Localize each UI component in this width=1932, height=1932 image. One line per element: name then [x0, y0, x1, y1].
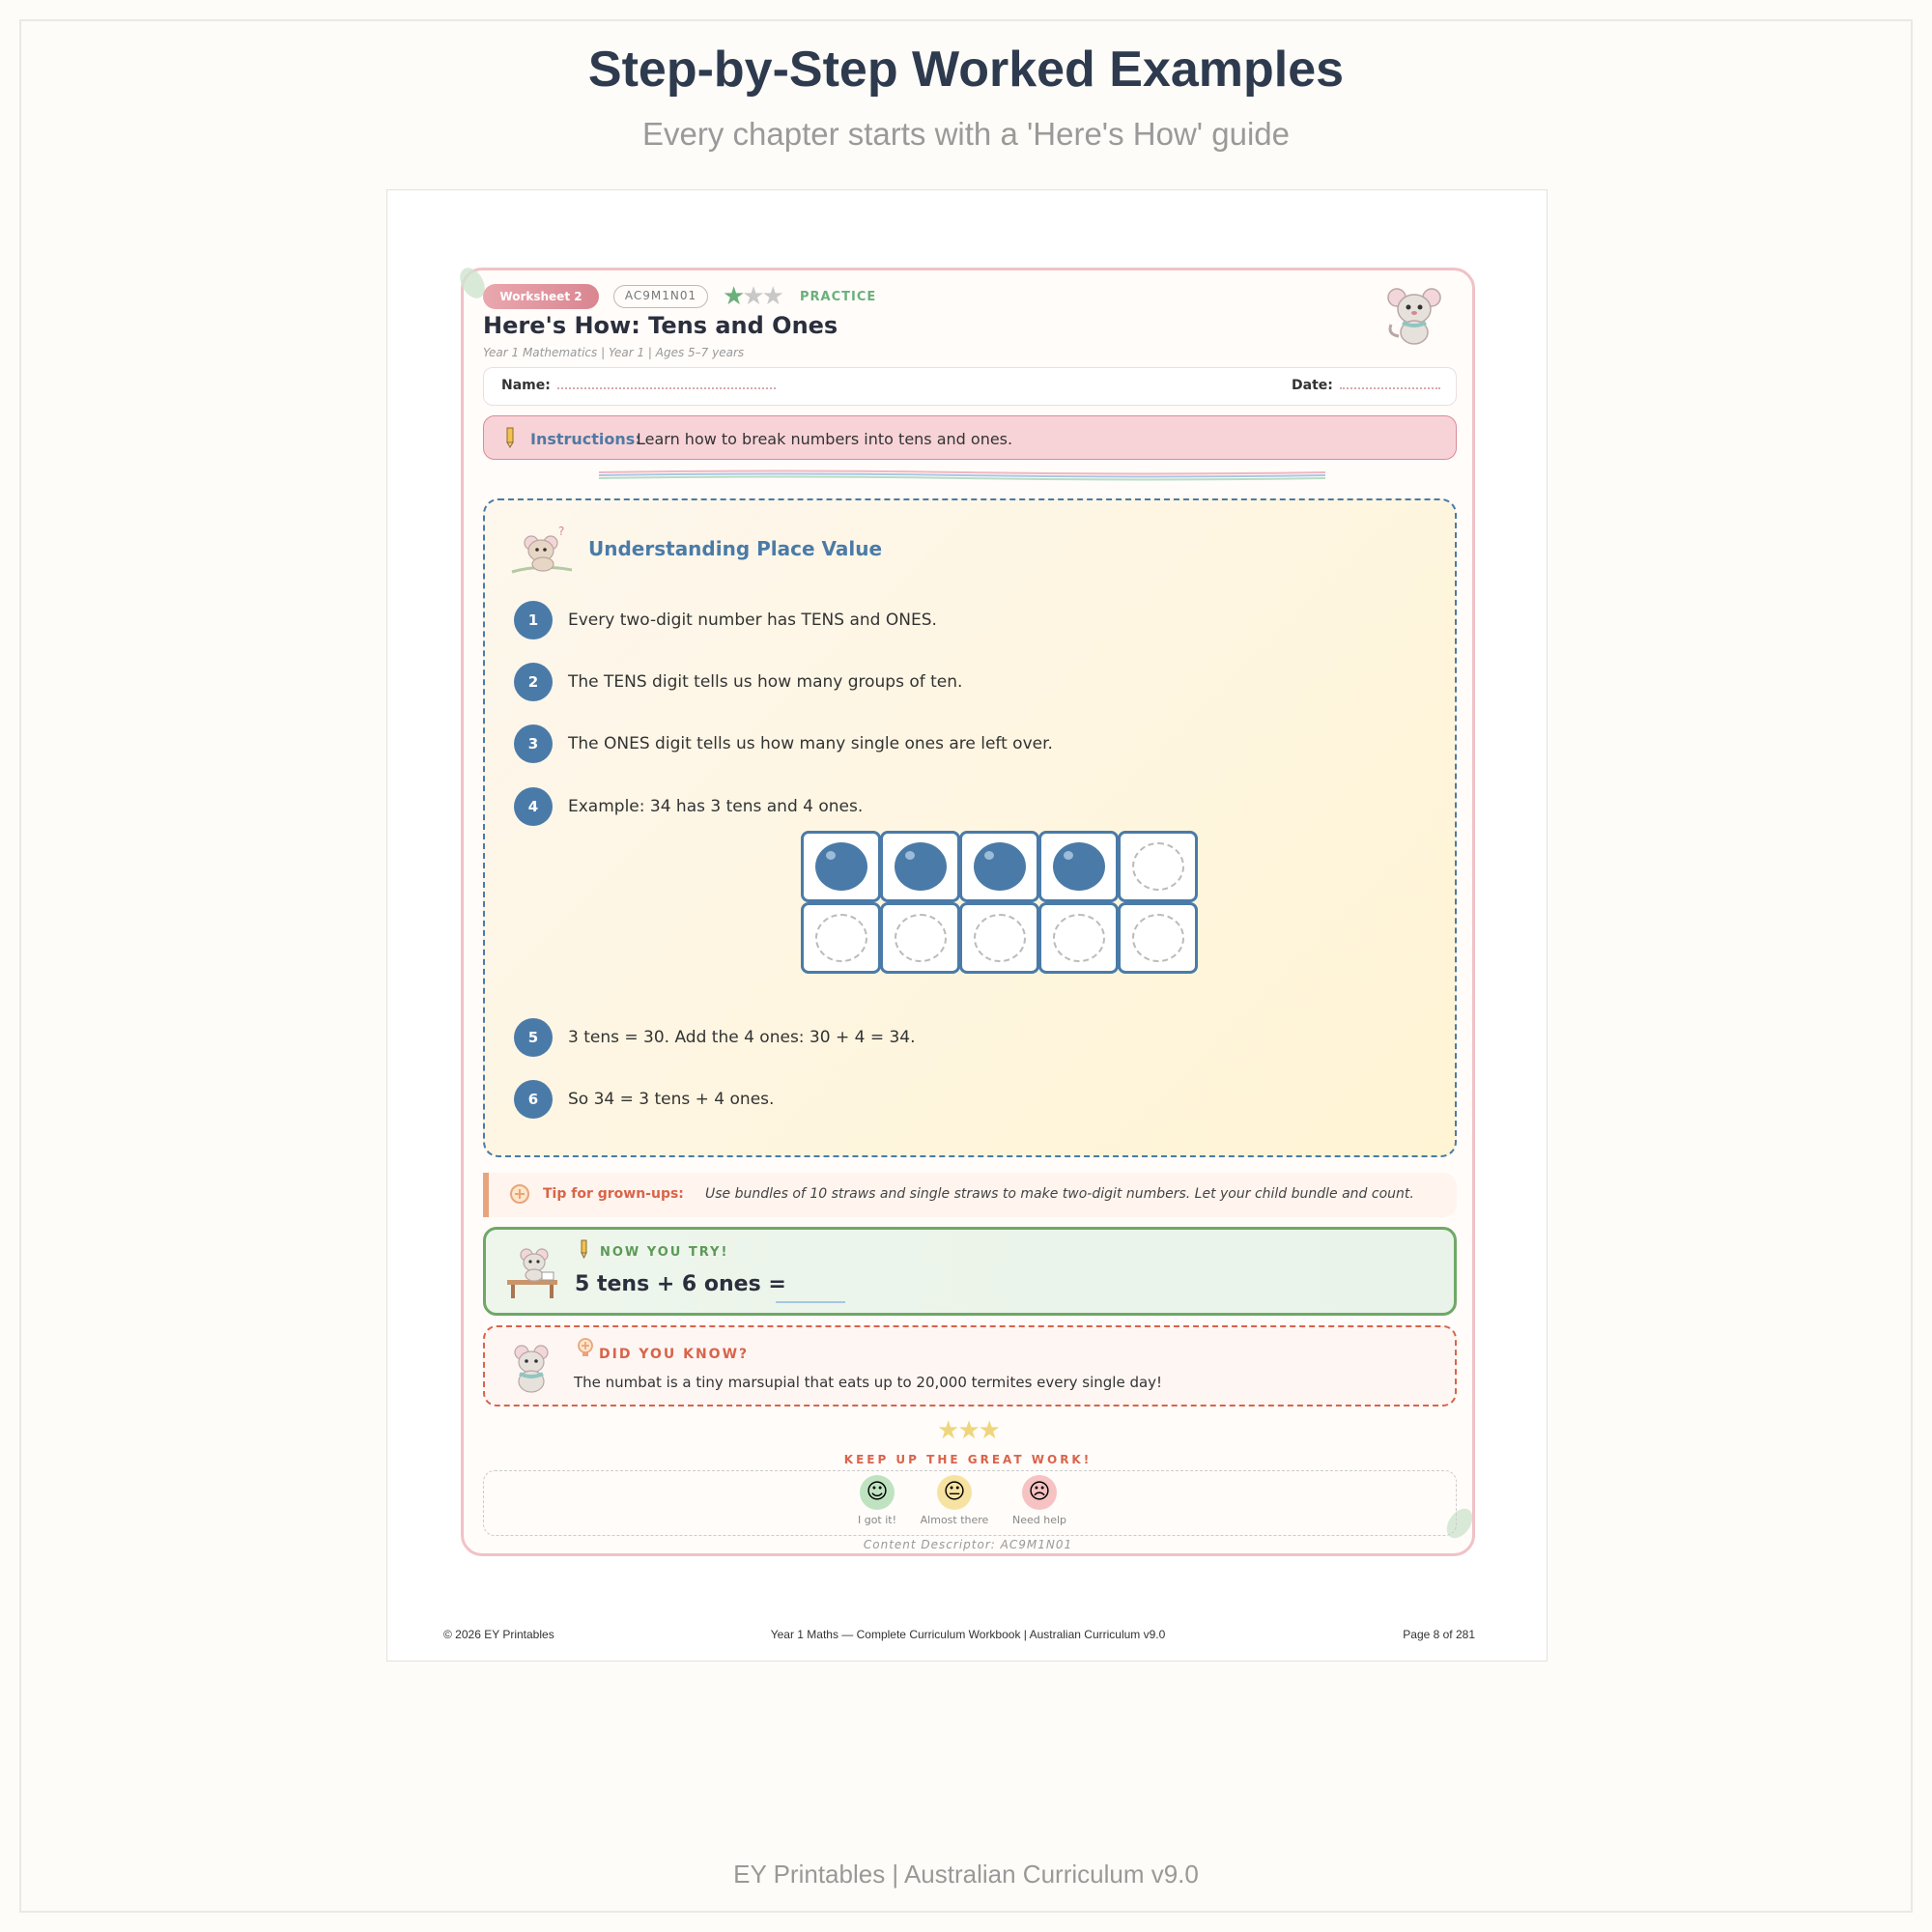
star-icon: ★ — [937, 1416, 958, 1445]
ten-frame-cell — [1118, 902, 1198, 974]
face-icon: 😐 — [937, 1475, 972, 1510]
feedback-option[interactable] — [911, 1475, 998, 1526]
tip-banner — [483, 1173, 1457, 1217]
ten-frame-cell — [801, 831, 881, 902]
counter-dot — [815, 842, 867, 891]
feedback-label: Almost there — [920, 1514, 989, 1526]
did-you-know-box — [483, 1325, 1457, 1406]
step-text: Every two-digit number has TENS and ONES. — [568, 611, 937, 630]
face-icon: ☹ — [1022, 1475, 1057, 1510]
step-number: 2 — [514, 663, 553, 701]
difficulty-stars — [723, 282, 781, 311]
answer-blank[interactable] — [776, 1301, 845, 1303]
worksheet-title: Here's How: Tens and Ones — [483, 312, 838, 339]
reward-stars — [464, 1416, 1472, 1445]
possum-on-branch-icon — [510, 522, 574, 578]
ten-frame-cell — [959, 902, 1039, 974]
section-title: Understanding Place Value — [588, 537, 883, 560]
feedback-label: Need help — [1011, 1514, 1067, 1526]
ten-frame-cell — [880, 902, 960, 974]
empty-slot — [1053, 914, 1105, 962]
step-text: Example: 34 has 3 tens and 4 ones. — [568, 797, 864, 816]
step-number: 1 — [514, 601, 553, 639]
empty-slot — [815, 914, 867, 962]
tip-text: Use bundles of 10 straws and single straws to make two-digit numbers. Let your child bundle and count. — [705, 1186, 1414, 1202]
name-label: Name: — [501, 378, 551, 393]
feedback-option[interactable] — [996, 1475, 1083, 1526]
try-equation: 5 tens + 6 ones = — [575, 1272, 786, 1296]
worksheet-meta: Year 1 Mathematics | Year 1 | Ages 5–7 years — [483, 346, 745, 359]
star-icon: ★ — [978, 1416, 999, 1445]
curriculum-code-badge: AC9M1N01 — [613, 285, 708, 308]
counter-dot — [974, 842, 1026, 891]
name-field[interactable] — [557, 387, 776, 389]
ten-frame-cell — [801, 902, 881, 974]
step-text: 3 tens = 30. Add the 4 ones: 30 + 4 = 34. — [568, 1028, 916, 1047]
ten-frame — [801, 831, 1199, 978]
place-value-panel — [483, 498, 1457, 1157]
page-subtitle: Every chapter starts with a 'Here's How' guide — [641, 116, 1290, 152]
counter-dot — [1053, 842, 1105, 891]
feedback-option[interactable] — [834, 1475, 921, 1526]
footer-workbook-title: Year 1 Maths — Complete Curriculum Workbook | Australian Curriculum v9.0 — [770, 1628, 1166, 1641]
self-assessment-box — [483, 1470, 1457, 1536]
instructions-banner — [483, 415, 1457, 460]
ten-frame-cell — [1118, 831, 1198, 902]
possum-mascot-icon — [1383, 284, 1445, 346]
star-icon: ★ — [723, 282, 743, 311]
star-icon: ★ — [957, 1416, 979, 1445]
instructions-label: Instructions: — [530, 430, 641, 448]
svg-text:?: ? — [558, 525, 565, 538]
step-text: The ONES digit tells us how many single ones are left over. — [568, 734, 1053, 753]
brand-footer: EY Printables | Australian Curriculum v9.0 — [733, 1860, 1199, 1889]
empty-slot — [895, 914, 947, 962]
step-text: So 34 = 3 tens + 4 ones. — [568, 1090, 775, 1109]
footer-copyright: © 2026 EY Printables — [443, 1628, 554, 1641]
ten-frame-cell — [1038, 831, 1119, 902]
star-icon: ★ — [761, 282, 781, 311]
page-title: Step-by-Step Worked Examples — [587, 42, 1345, 98]
did-you-know-text: The numbat is a tiny marsupial that eats up to 20,000 termites every single day! — [574, 1374, 1163, 1391]
date-label: Date: — [1292, 378, 1333, 393]
footer-page-number: Page 8 of 281 — [1403, 1628, 1475, 1641]
ten-frame-cell — [1038, 902, 1119, 974]
empty-slot — [974, 914, 1026, 962]
encouragement-text: KEEP UP THE GREAT WORK! — [843, 1453, 1093, 1466]
name-date-box — [483, 367, 1457, 406]
step-number: 3 — [514, 724, 553, 763]
lightbulb-icon — [508, 1183, 531, 1207]
ten-frame-cell — [880, 831, 960, 902]
possum-at-desk-icon — [503, 1245, 561, 1299]
empty-slot — [1132, 914, 1184, 962]
level-label: PRACTICE — [800, 290, 877, 304]
did-you-know-label: DID YOU KNOW? — [599, 1347, 750, 1362]
step-number: 5 — [514, 1018, 553, 1057]
pencil-icon — [503, 426, 517, 449]
ten-frame-cell — [959, 831, 1039, 902]
counter-dot — [895, 842, 947, 891]
worksheet-card — [461, 268, 1475, 1556]
step-text: The TENS digit tells us how many groups of ten. — [568, 672, 963, 692]
wave-divider — [599, 469, 1325, 481]
lightbulb-icon — [576, 1337, 595, 1358]
feedback-label: I got it! — [857, 1514, 897, 1526]
content-descriptor: Content Descriptor: AC9M1N01 — [863, 1538, 1073, 1551]
step-number: 4 — [514, 787, 553, 826]
date-field[interactable] — [1340, 387, 1440, 389]
worksheet-badge: Worksheet 2 — [483, 284, 599, 309]
possum-reading-icon — [502, 1341, 560, 1395]
face-icon: ☺ — [860, 1475, 895, 1510]
step-number: 6 — [514, 1080, 553, 1119]
now-you-try-label: NOW YOU TRY! — [600, 1245, 729, 1260]
instructions-text: Learn how to break numbers into tens and ones. — [637, 430, 1013, 448]
empty-slot — [1132, 842, 1184, 891]
star-icon: ★ — [742, 282, 762, 311]
tip-label: Tip for grown-ups: — [543, 1186, 684, 1202]
workbook-page — [386, 189, 1548, 1662]
pencil-icon — [579, 1239, 590, 1259]
now-you-try-box — [483, 1227, 1457, 1316]
